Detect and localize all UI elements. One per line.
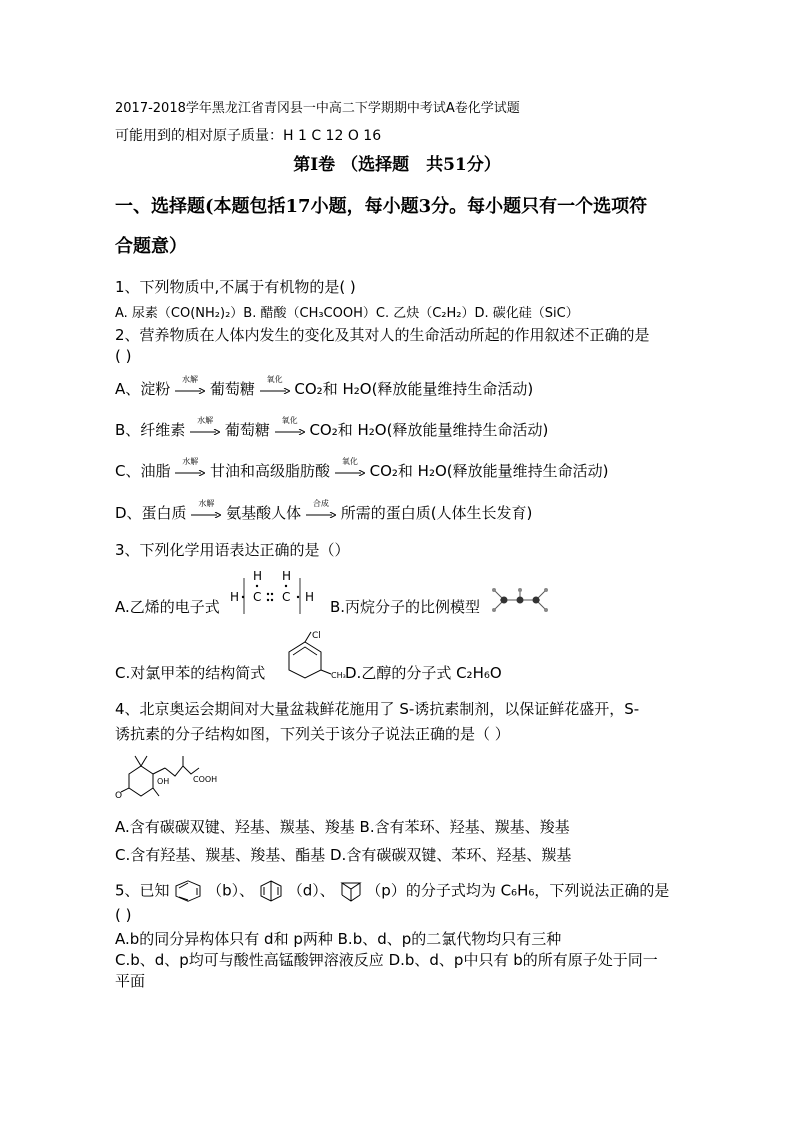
- arrow-icon: [275, 415, 305, 437]
- q2-c-end: CO₂和 H₂O(释放能量维持生命活动): [369, 462, 609, 480]
- arrow-label: 氧化: [266, 374, 283, 384]
- q2-stem: 2、营养物质在人体内发生的变化及其对人的生命活动所起的作用叙述不正确的是: [115, 326, 650, 344]
- q2-option-b: [115, 415, 549, 439]
- q2-d-end: 所需的蛋白质(人体生长发育): [340, 504, 533, 522]
- section-title: 一、选择题(本题包括17小题，每小题3分。每小题只有一个选项符: [115, 196, 648, 217]
- atom-h: H: [305, 590, 315, 604]
- atom-o: O: [115, 791, 123, 801]
- ethylene-electron-formula-icon: [228, 568, 323, 618]
- arrow-icon: [306, 498, 336, 520]
- section-title-cont: 合题意）: [115, 236, 187, 257]
- q3-option-d: D.乙醇的分子式 C₂H₆O: [345, 664, 502, 682]
- atom-h: H: [230, 590, 240, 604]
- p-chlorotoluene-structure-icon: [275, 628, 350, 680]
- arrow-label: 水解: [182, 456, 199, 466]
- prismane-p-icon: [340, 879, 362, 903]
- q2-b-start: B、纤维素: [115, 421, 186, 439]
- atom-h: H: [253, 569, 263, 583]
- q4-stem: 4、北京奥运会期间对大量盆栽鲜花施用了 S-诱抗素制剂，以保证鲜花盛开，S-: [115, 700, 640, 718]
- q2-b-end: CO₂和 H₂O(释放能量维持生命活动): [309, 421, 549, 439]
- q5-options-cd: C.b、d、p均可与酸性高锰酸钾溶液反应 D.b、d、p中只有 b的所有原子处于同一: [115, 951, 658, 969]
- q2-a-start: A、淀粉: [115, 380, 171, 398]
- q5-p-label: （p）的分子式均为 C₆H₆，下列说法正确的是: [366, 881, 670, 900]
- arrow-icon: [175, 374, 205, 396]
- q3-option-c: C.对氯甲苯的结构简式: [115, 664, 266, 682]
- q2-b-mid: 葡萄糖: [224, 421, 270, 439]
- q4-options-ab: A.含有碳碳双键、羟基、羰基、羧基 B.含有苯环、羟基、羰基、羧基: [115, 818, 570, 836]
- q2-d-start: D、蛋白质: [115, 504, 187, 522]
- dewar-benzene-d-icon: [259, 880, 283, 902]
- q2-c-mid: 甘油和高级脂肪酸: [210, 462, 331, 480]
- q3-option-b: B.丙烷分子的比例模型: [330, 598, 481, 616]
- arrow-icon: [190, 415, 220, 437]
- arrow-label: 水解: [182, 374, 199, 384]
- q3-option-a: A.乙烯的电子式: [115, 598, 220, 616]
- propane-model-icon: [490, 586, 550, 614]
- q3-stem: 3、下列化学用语表达正确的是（）: [115, 541, 350, 559]
- q1-options: A. 尿素（CO(NH₂)₂）B. 醋酸（CH₃COOH）C. 乙炔（C₂H₂）D. 碳化硅（SiC）: [115, 306, 579, 321]
- q5-stem-pre: 5、已知: [115, 881, 170, 900]
- q4-options-cd: C.含有羟基、羰基、羧基、酯基 D.含有碳碳双键、苯环、羟基、羰基: [115, 846, 572, 864]
- group-cooh: COOH: [193, 775, 218, 784]
- q5-options-cd-cont: 平面: [115, 972, 146, 990]
- q1-stem: 1、下列物质中,不属于有机物的是( ): [115, 278, 356, 296]
- atom-h: H: [282, 569, 292, 583]
- q2-stem-paren: ( ): [115, 347, 132, 365]
- q5-d-label: （d）、: [287, 881, 335, 900]
- q5-options-ab: A.b的同分异构体只有 d和 p两种 B.b、d、p的二氯代物均只有三种: [115, 930, 562, 948]
- atom-cl: Cl: [312, 631, 321, 641]
- q2-option-a: [115, 374, 534, 398]
- exam-title: 2017-2018学年黑龙江省青冈县一中高二下学期期中考试A卷化学试题: [115, 101, 520, 116]
- q2-a-end: CO₂和 H₂O(释放能量维持生命活动): [294, 380, 534, 398]
- q4-stem-cont: 诱抗素的分子结构如图，下列关于该分子说法正确的是（ ）: [115, 725, 510, 743]
- group-oh: OH: [157, 777, 170, 786]
- arrow-label: 合成: [312, 498, 329, 508]
- atomic-mass-line: 可能用到的相对原子质量：H 1 C 12 O 16: [115, 128, 382, 144]
- part-title: 第Ⅰ卷 （选择题 共51分）: [293, 155, 501, 175]
- q5-stem: [115, 879, 669, 903]
- q2-c-start: C、油脂: [115, 462, 171, 480]
- atom-c: C: [253, 590, 262, 604]
- q2-a-mid: 葡萄糖: [209, 380, 255, 398]
- arrow-icon: [335, 456, 365, 478]
- group-ch3: CH₃: [331, 671, 346, 680]
- atom-c: C: [282, 590, 291, 604]
- q2-option-c: [115, 456, 609, 480]
- arrow-icon: [175, 456, 205, 478]
- q5-stem-paren: ( ): [115, 906, 132, 924]
- arrow-label: 水解: [197, 415, 214, 425]
- benzene-b-icon: [174, 880, 202, 902]
- arrow-label: 水解: [198, 498, 215, 508]
- q2-d-mid: 氨基酸人体: [226, 504, 302, 522]
- q5-b-label: （b）、: [207, 881, 255, 900]
- s-abscisic-acid-structure-icon: [115, 752, 225, 804]
- arrow-label: 氧化: [341, 456, 358, 466]
- arrow-icon: [260, 374, 290, 396]
- arrow-label: 氧化: [281, 415, 298, 425]
- q2-option-d: [115, 498, 533, 522]
- arrow-icon: [191, 498, 221, 520]
